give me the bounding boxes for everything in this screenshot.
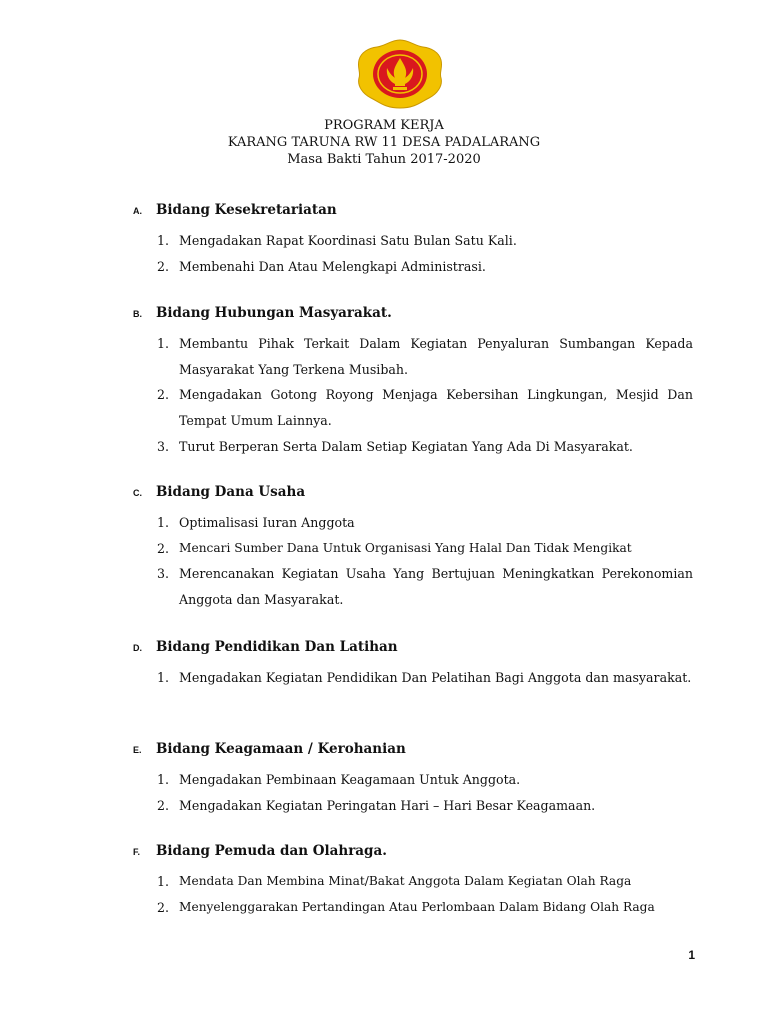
list-item	[133, 536, 693, 562]
list-item	[133, 331, 693, 382]
section-f	[133, 843, 693, 920]
list-item	[133, 895, 693, 921]
list-item	[133, 767, 693, 793]
item-number: 1.	[157, 874, 170, 889]
section-d	[133, 639, 693, 691]
list-item	[133, 793, 693, 819]
list-item	[133, 254, 693, 280]
list-item	[133, 228, 693, 254]
header-period: Masa Bakti Tahun 2017-2020	[287, 152, 481, 167]
section-title: Bidang Kesekretariatan	[156, 202, 337, 218]
item-number: 2.	[157, 387, 170, 403]
section-letter: A.	[133, 206, 142, 216]
section-title: Bidang Pendidikan Dan Latihan	[156, 639, 398, 655]
item-text: Merencanakan Kegiatan Usaha Yang Bertujuan Meningkatkan Perekonomian Anggota dan Masyarakat.	[179, 566, 693, 608]
list-item	[133, 510, 693, 536]
section-heading	[133, 305, 693, 331]
section-c	[133, 484, 693, 613]
item-number: 1.	[157, 515, 170, 530]
item-text: Mengadakan Kegiatan Peringatan Hari – Hari Besar Keagamaan.	[179, 797, 596, 813]
item-number: 3.	[157, 438, 170, 454]
item-text: Membenahi Dan Atau Melengkapi Administrasi.	[179, 258, 486, 274]
item-text: Optimalisasi Iuran Anggota	[179, 515, 355, 530]
list-item	[133, 434, 693, 460]
item-number: 1.	[157, 336, 170, 351]
item-number: 1.	[157, 233, 170, 248]
section-letter: C.	[133, 488, 142, 498]
karang-taruna-logo	[357, 38, 443, 110]
item-number: 2.	[157, 899, 170, 915]
section-letter: D.	[133, 643, 142, 653]
section-letter: B.	[133, 309, 142, 319]
item-number: 2.	[157, 797, 170, 813]
item-text: Membantu Pihak Terkait Dalam Kegiatan Penyaluran Sumbangan Kepada Masyarakat Yang Terkena Musibah.	[179, 336, 693, 377]
item-number: 2.	[157, 540, 170, 556]
section-letter: E.	[133, 745, 142, 755]
item-text: Menyelenggarakan Pertandingan Atau Perlombaan Dalam Bidang Olah Raga	[179, 899, 655, 914]
item-text: Mengadakan Pembinaan Keagamaan Untuk Anggota.	[179, 772, 521, 787]
item-number: 1.	[157, 670, 170, 685]
item-number: 3.	[157, 566, 170, 582]
section-heading	[133, 484, 693, 510]
list-item	[133, 561, 693, 612]
section-title: Bidang Keagamaan / Kerohanian	[156, 741, 406, 757]
section-heading	[133, 843, 693, 869]
header-organization: KARANG TARUNA RW 11 DESA PADALARANG	[227, 135, 541, 150]
page-number: 1	[688, 948, 695, 962]
item-text: Mendata Dan Membina Minat/Bakat Anggota Dalam Kegiatan Olah Raga	[179, 874, 632, 888]
list-item	[133, 665, 693, 691]
list-item	[133, 869, 693, 895]
section-title: Bidang Dana Usaha	[156, 484, 306, 500]
section-b	[133, 305, 693, 460]
section-heading	[133, 741, 693, 767]
section-title: Bidang Pemuda dan Olahraga.	[156, 843, 387, 859]
section-title: Bidang Hubungan Masyarakat.	[156, 305, 392, 321]
item-text: Mengadakan Kegiatan Pendidikan Dan Pelatihan Bagi Anggota dan masyarakat.	[179, 670, 692, 685]
header-title: PROGRAM KERJA	[324, 118, 444, 133]
section-heading	[133, 639, 693, 665]
item-text: Mencari Sumber Dana Untuk Organisasi Yang Halal Dan Tidak Mengikat	[179, 540, 632, 555]
document-header	[0, 117, 768, 168]
item-number: 2.	[157, 258, 170, 274]
section-a	[133, 202, 693, 279]
section-e	[133, 741, 693, 818]
item-number: 1.	[157, 772, 170, 787]
item-text: Mengadakan Gotong Royong Menjaga Kebersihan Lingkungan, Mesjid Dan Tempat Umum Lainnya.	[179, 387, 693, 429]
item-text: Turut Berperan Serta Dalam Setiap Kegiatan Yang Ada Di Masyarakat.	[179, 438, 633, 454]
section-letter: F.	[133, 847, 141, 857]
item-text: Mengadakan Rapat Koordinasi Satu Bulan Satu Kali.	[179, 233, 517, 248]
section-heading	[133, 202, 693, 228]
list-item	[133, 382, 693, 433]
